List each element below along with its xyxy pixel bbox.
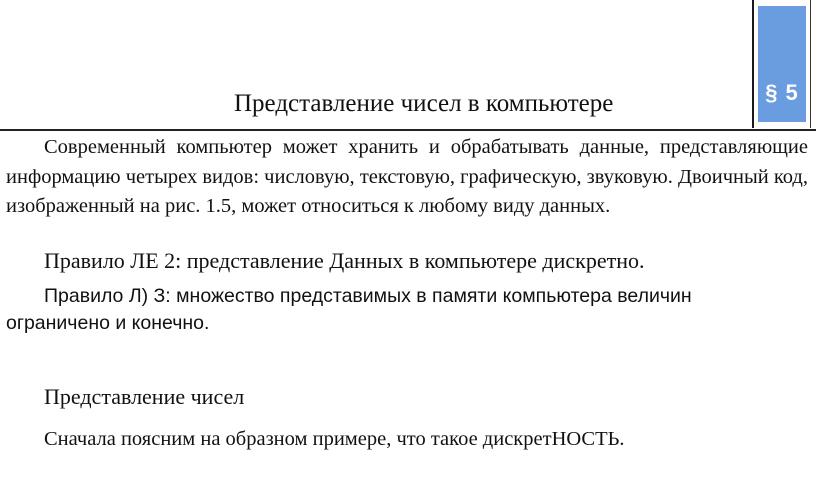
rule-2-line-1: Правило Л) З: множество представимых в памяти компьютера величин (44, 285, 692, 307)
section-badge (758, 6, 806, 122)
section-badge-frame (752, 0, 811, 128)
rule-1: Правило ЛЕ 2: представление Данных в компьютере дискретно. (44, 248, 645, 273)
closing-sentence: Сначала поясним на образном примере, что такое дискретНОСТЬ. (44, 428, 625, 450)
section-badge-label: § 5 (765, 80, 799, 105)
header-divider (0, 129, 816, 131)
page-title: Представление чисел в компьютере (234, 90, 614, 117)
intro-paragraph: Современный компьютер может хранить и обрабатывать данные, представляющие информацию четырех видов: числовую, текстовую, графическую, звуковую. Двоичный код, изображенный на рис. 1.5, может относиться к любому виду данных. (6, 136, 808, 217)
rule-2-line-2: ограничено и конечно. (6, 312, 210, 334)
section-subheading: Представление чисел (44, 384, 245, 409)
